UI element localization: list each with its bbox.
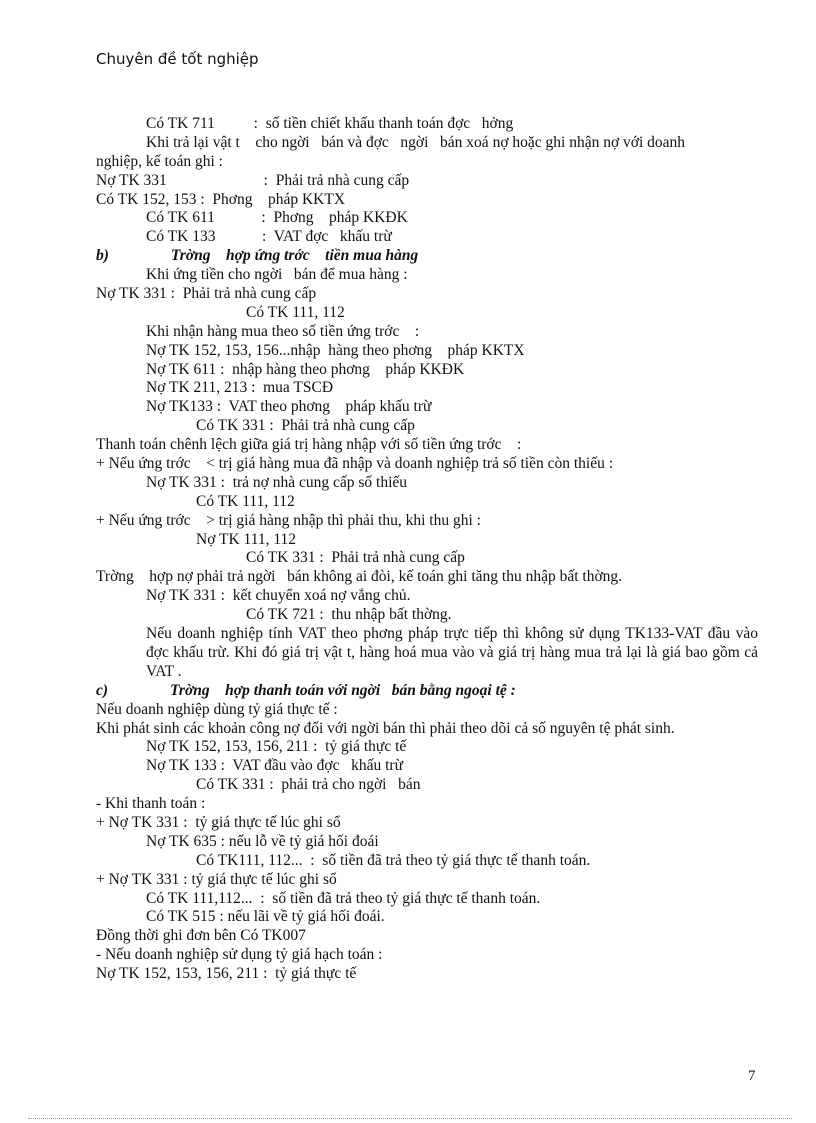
text-line: Khi phát sinh các khoản công nợ đối với ngời bán thì phải theo dõi cả số nguyên tệ phát sinh. — [96, 719, 675, 737]
text-line: Nợ TK133 : VAT theo phơng pháp khấu trừ — [146, 398, 432, 416]
text-line: Có TK 611 : Phơng pháp KKĐK — [146, 209, 408, 227]
text-line: Nợ TK 611 : nhập hàng theo phơng pháp KKĐK — [146, 360, 465, 378]
text-line: + Nếu ứng trớc < trị giá hàng mua đã nhập và doanh nghiệp trả số tiền còn thiếu : — [96, 455, 614, 473]
text-line: Trờng hợp nợ phải trả ngời bán không ai đòi, kế toán ghi tăng thu nhập bất thờng. — [96, 568, 623, 586]
text-line: Nợ TK 331 : kết chuyển xoá nợ vắng chủ. — [146, 587, 411, 605]
text-line: Khi trả lại vật t cho ngời bán và đợc ngời bán xoá nợ hoặc ghi nhận nợ với doanh — [146, 133, 686, 151]
section-heading: b) Trờng hợp ứng trớc tiền mua hàng — [96, 247, 419, 265]
text-line: Có TK 331 : phải trả cho ngời bán — [196, 776, 421, 794]
text-line: Nợ TK 331 : Phải trả nhà cung cấp — [96, 285, 317, 303]
text-line: Khi ứng tiền cho ngời bán để mua hàng : — [146, 266, 408, 284]
text-line: Nợ TK 635 : nếu lỗ về tỷ giá hối đoái — [146, 832, 379, 850]
text-line: nghiệp, kế toán ghi : — [96, 152, 223, 170]
text-line: Đồng thời ghi đơn bên Có TK007 — [96, 927, 306, 945]
text-line: Nếu doanh nghiệp tính VAT theo phơng pháp trực tiếp thì không sử dụng TK133-VAT đầu vào đợc khấu trừ. Khi đó giá trị vật t, hàng hoá mua vào và giá trị hàng mua trả lại là giá bao gồm cả VAT . — [146, 625, 758, 680]
text-line: Thanh toán chênh lệch giữa giá trị hàng nhập với số tiền ứng trớc : — [96, 436, 522, 454]
page-header: Chuyên đề tốt nghiệp — [96, 50, 259, 68]
text-line: Có TK 721 : thu nhập bất thờng. — [246, 606, 452, 624]
text-line: Có TK 331 : Phải trả nhà cung cấp — [246, 549, 465, 567]
text-line: Nợ TK 152, 153, 156, 211 : tỷ giá thực tế — [146, 738, 407, 756]
text-line: Có TK 331 : Phải trả nhà cung cấp — [196, 417, 415, 435]
text-line: Nợ TK 152, 153, 156...nhập hàng theo phơng pháp KKTX — [146, 341, 525, 359]
text-line: Có TK 133 : VAT đợc khấu trừ — [146, 228, 392, 246]
text-line: Có TK111, 112... : số tiền đã trả theo tỷ giá thực tế thanh toán. — [196, 851, 591, 869]
text-line: Có TK 152, 153 : Phơng pháp KKTX — [96, 190, 346, 208]
text-line: Có TK 515 : nếu lãi về tỷ giá hối đoái. — [146, 908, 385, 926]
footer-divider — [28, 1118, 792, 1119]
text-line: + Nếu ứng trớc > trị giá hàng nhập thì phải thu, khi thu ghi : — [96, 511, 481, 529]
text-line: Có TK 111, 112 — [196, 492, 295, 510]
text-line: Nợ TK 133 : VAT đầu vào đợc khấu trừ — [146, 757, 403, 775]
text-line: + Nợ TK 331 : tỷ giá thực tế lúc ghi sổ — [96, 814, 341, 832]
text-line: Nợ TK 211, 213 : mua TSCĐ — [146, 379, 334, 397]
text-line: Khi nhận hàng mua theo số tiền ứng trớc : — [146, 322, 420, 340]
section-heading: c) Trờng hợp thanh toán với ngời bán bằng ngoại tệ : — [96, 681, 516, 699]
text-line: Nợ TK 331 : Phải trả nhà cung cấp — [96, 171, 410, 189]
page-number: 7 — [748, 1068, 756, 1084]
text-line: - Khi thanh toán : — [96, 795, 206, 813]
text-line: Nợ TK 111, 112 — [196, 530, 297, 548]
text-line: Có TK 711 : số tiền chiết khấu thanh toán đợc hởng — [146, 115, 514, 132]
text-line: + Nợ TK 331 : tỷ giá thực tế lúc ghi sổ — [96, 870, 337, 888]
text-line: Có TK 111,112... : số tiền đã trả theo tỷ giá thực tế thanh toán. — [146, 889, 541, 907]
text-line: - Nếu doanh nghiệp sử dụng tỷ giá hạch toán : — [96, 946, 383, 964]
text-line: Nợ TK 152, 153, 156, 211 : tỷ giá thực tế — [96, 965, 357, 983]
text-line: Có TK 111, 112 — [246, 303, 345, 321]
document-body — [96, 115, 758, 984]
text-line: Nếu doanh nghiệp dùng tỷ giá thực tế : — [96, 700, 338, 718]
text-line: Nợ TK 331 : trả nợ nhà cung cấp số thiếu — [146, 473, 408, 491]
